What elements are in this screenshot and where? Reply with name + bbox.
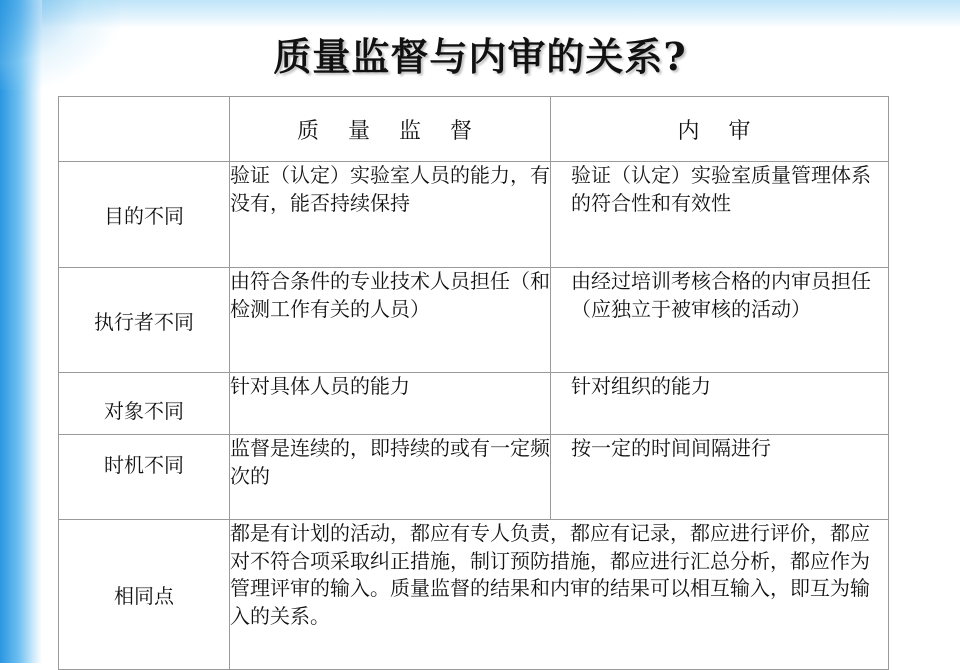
slide-top-decoration — [0, 0, 960, 28]
header-supervision: 质 量 监 督 — [230, 97, 551, 162]
header-internal-audit: 内 审 — [551, 97, 889, 162]
header-corner-cell — [59, 97, 230, 162]
supervision-cell: 由符合条件的专业技术人员担任（和检测工作有关的人员） — [230, 268, 551, 373]
row-label: 相同点 — [59, 520, 230, 670]
supervision-cell: 监督是连续的，即持续的或有一定频次的 — [230, 435, 551, 520]
row-label: 执行者不同 — [59, 268, 230, 373]
row-label: 目的不同 — [59, 162, 230, 268]
slide-title: 质量监督与内审的关系? — [273, 34, 687, 79]
supervision-cell: 验证（认定）实验室人员的能力，有没有，能否持续保持 — [230, 162, 551, 268]
internal-audit-cell: 针对组织的能力 — [551, 373, 889, 435]
internal-audit-cell: 由经过培训考核合格的内审员担任（应独立于被审核的活动） — [551, 268, 889, 373]
slide-left-decoration — [0, 0, 42, 663]
table-row-timing — [59, 435, 889, 520]
row-label: 时机不同 — [59, 435, 230, 520]
table-header-row — [59, 97, 889, 162]
internal-audit-cell: 按一定的时间间隔进行 — [551, 435, 889, 520]
table-row-executor — [59, 268, 889, 373]
supervision-cell: 针对具体人员的能力 — [230, 373, 551, 435]
internal-audit-cell: 验证（认定）实验室质量管理体系的符合性和有效性 — [551, 162, 889, 268]
common-cell: 都是有计划的活动，都应有专人负责，都应有记录，都应进行评价，都应对不符合项采取纠正措施，制订预防措施，都应进行汇总分析，都应作为管理评审的输入。质量监督的结果和内审的结果可以相互输入，即互为输入的关系。 — [230, 520, 889, 670]
table-row-purpose — [59, 162, 889, 268]
table-row-object — [59, 373, 889, 435]
comparison-table — [58, 96, 889, 670]
row-label: 对象不同 — [59, 373, 230, 435]
table-row-common — [59, 520, 889, 670]
